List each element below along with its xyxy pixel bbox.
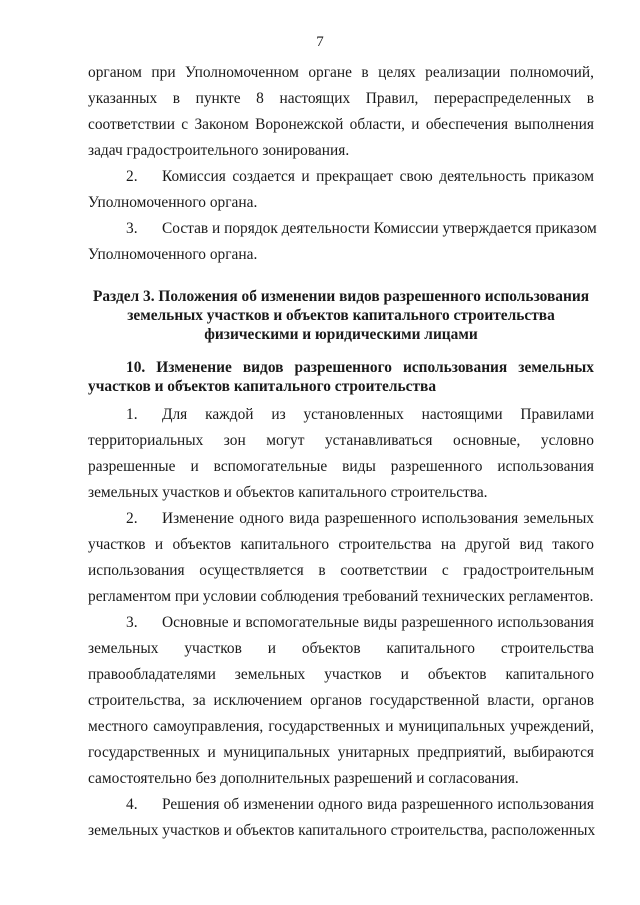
text-line: [88, 792, 594, 818]
heading-line: физическими и юридическими лицами: [204, 326, 478, 343]
heading-line: земельных участков и объектов капитального строительства: [127, 307, 555, 324]
text-line: указанных в пункте 8 настоящих Правил, перераспределенных в: [88, 90, 594, 107]
text-line: регламентом при условии соблюдения требований технических регламентов.: [88, 588, 594, 605]
item-text: Решения об изменении одного вида разрешенного использования: [162, 796, 594, 813]
item-text: Состав и порядок деятельности Комиссии утверждается приказом: [162, 220, 597, 237]
paragraph-intro: [88, 60, 594, 164]
paragraph-point-2: [88, 506, 594, 610]
text-line: использования осуществляется в соответствии с градостроительным: [88, 562, 594, 579]
text-line: строительства, за исключением органов государственной власти, органов: [88, 692, 594, 709]
paragraph-point-3: [88, 610, 594, 792]
text-line: соответствии с Законом Воронежской области, и обеспечения выполнения: [88, 116, 594, 133]
text-line: [88, 610, 594, 636]
text-line: правообладателями земельных участков и объектов капитального: [88, 666, 594, 683]
text-line: земельных участков и объектов капитального строительства: [88, 640, 594, 657]
text-line: участков и объектов капитального строительства на другой вид такого: [88, 536, 594, 553]
heading-line: Раздел 3. Положения об изменении видов разрешенного использования: [92, 288, 590, 305]
item-text: Для каждой из установленных настоящими Правилами: [162, 406, 594, 423]
text-line: задач градостроительного зонирования.: [88, 142, 350, 159]
text-line: [88, 402, 594, 428]
item-number: 4.: [126, 796, 138, 813]
item-text: Изменение одного вида разрешенного использования земельных: [162, 510, 594, 527]
text-line: государственных и муниципальных унитарных предприятий, выбираются: [88, 744, 594, 761]
paragraph-item-2: [88, 164, 594, 216]
paragraph-item-3: [88, 216, 597, 268]
heading-line: участков и объектов капитального строительства: [88, 378, 437, 395]
item-number: 3.: [126, 220, 138, 237]
text-line: органом при Уполномоченном органе в целях реализации полномочий,: [88, 64, 594, 81]
item-number: 1.: [126, 406, 138, 423]
item-number: 3.: [126, 614, 138, 631]
paragraph-point-1: [88, 402, 594, 506]
paragraph-point-4: [88, 792, 594, 844]
text-line: [88, 164, 594, 190]
text-line: земельных участков и объектов капитального строительства, расположенных: [88, 822, 596, 839]
item-text: Основные и вспомогательные виды разрешенного использования: [162, 614, 594, 631]
text-line: Уполномоченного органа.: [88, 246, 258, 263]
item-text: Комиссия создается и прекращает свою деятельность приказом: [162, 168, 594, 185]
text-line: самостоятельно без дополнительных разрешений и согласования.: [88, 770, 519, 787]
item-number: 2.: [126, 168, 138, 185]
document-body: [88, 60, 597, 844]
text-line: местного самоуправления, государственных и муниципальных учреждений,: [88, 718, 594, 735]
section-heading: [88, 287, 594, 344]
text-line: разрешенные и вспомогательные виды разрешенного использования: [88, 458, 594, 475]
text-line: Уполномоченного органа.: [88, 194, 258, 211]
page-number: 7: [316, 34, 324, 50]
item-number: 2.: [126, 510, 138, 527]
text-line: территориальных зон могут устанавливаться основные, условно: [88, 432, 594, 449]
text-line: [88, 216, 597, 242]
subsection-heading: [88, 358, 594, 396]
text-line: [88, 506, 594, 532]
text-line: земельных участков и объектов капитального строительства.: [88, 484, 488, 501]
heading-line: 10. Изменение видов разрешенного использования земельных: [126, 359, 594, 376]
